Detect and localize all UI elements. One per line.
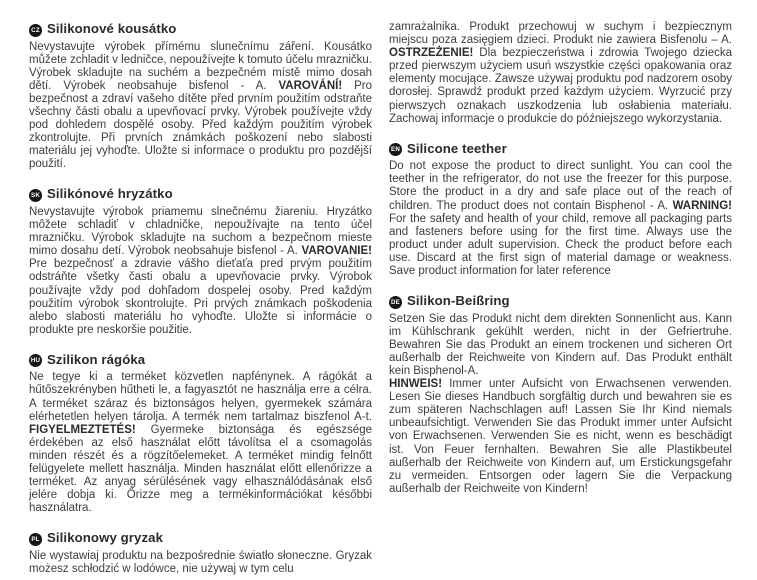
body-paragraph [29, 206, 372, 337]
body-paragraph [389, 160, 732, 278]
text-run: Ne tegye ki a terméket közvetlen napfénynek. A rágókát a hűtőszekrényben hűtheti le, a fagyasztót ne használja erre a célra. A terméket száraz és biztonságos helyen, gyermekek számára elérhetetlen helyen tárolja. A termék nem tartalmaz biszfenol A-t. [29, 371, 372, 423]
section-pl [29, 530, 372, 576]
text-run: Nevystavujte výrobek přímému slunečnímu záření. Kousátko můžete zchladit v ledničce, nepoužívejte k tomuto účelu mrazničku. Výrobek skladujte na suchém a bezpečném místě mimo dosah dětí. Výrobek neobsahuje bisfenol - A. [29, 40, 372, 92]
body-paragraph [389, 378, 732, 496]
body-paragraph [29, 550, 372, 576]
right-column [389, 21, 732, 564]
language-badge-hu: HU [29, 354, 42, 367]
section-title-text: Szilikon rágóka [47, 351, 146, 367]
text-run: Setzen Sie das Produkt nicht dem direkten Sonnenlicht aus. Kann im Kühlschrank gekühlt werden, nicht in der Gefriertruhe. Bewahren Sie das Produkt an einem trockenen und sicheren Ort außerhalb der Reichweite von Kindern auf. Das Produkt enthält kein Bisphenol-A. [389, 312, 732, 377]
section-title-de [389, 293, 732, 309]
language-badge-pl: PL [29, 533, 42, 546]
warning-keyword: HINWEIS! [389, 378, 443, 391]
body-paragraph [389, 313, 732, 378]
section-en [389, 141, 732, 278]
section-title-text: Silikonové kousátko [47, 21, 177, 36]
section-sk [29, 186, 372, 336]
section-cz [29, 21, 372, 171]
text-run: Gyermeke biztonsága és egészsége érdekében az első használat előtt távolítsa el a csomagolás minden részét és a rögzítőelemeket. A terméket mindig felnőtt felügyelete mellett használja. Minden használat előtt ellenőrizze a terméket. Az anyag sérülésének vagy elhasználódásának első jelére dobja ki. Őrizze meg a termékinformációkat későbbi használatra. [29, 423, 372, 515]
body-paragraph [29, 371, 372, 515]
warning-keyword: WARNING! [672, 199, 732, 212]
section-de [389, 293, 732, 496]
warning-keyword: VAROVANIE! [301, 245, 372, 258]
text-run: Pre bezpečnosť a zdravie vášho dieťaťa pred prvým použitím odstráňte všetky časti obalu a upevňovacie prvky. Výrobok používajte vždy pod dohľadom dospelej osoby. Pred každým použitím výrobok skontrolujte. Pri prvých známkach poškodenia alebo slabosti materiálu ho vyhoďte. Uložte si informácie o produkte pre neskoršie použitie. [29, 258, 372, 336]
body-paragraph [389, 21, 732, 126]
text-run: Dla bezpieczeństwa i zdrowia Twojego dziecka przed pierwszym użyciem usuń wszystkie części opakowania oraz elementy mocujące. Zawsze używaj produktu pod nadzorem osoby dorosłej. Sprawdź produkt przed każdym użyciem. Wyrzucić przy pierwszych oznakach uszkodzenia lub osłabienia materiału. Zachowaj informacje o produkcie do późniejszego wykorzystania. [389, 47, 732, 125]
language-badge-sk: SK [29, 189, 42, 202]
section-title-text: Silikónové hryzátko [47, 186, 173, 202]
warning-keyword: OSTRZEŻENIE! [389, 47, 474, 60]
section-title-pl [29, 530, 372, 546]
text-run: Pro bezpečnost a zdraví vašeho dítěte před prvním použitím odstraňte všechny části obalu a upevňovací prvky. Výrobek používejte vždy pod dohledem dospělé osoby. Před každým použitím výrobek zkontrolujte. Při prvních známkách poškození nebo slabosti materiálu jej vyhoďte. Uložte si informace o produktu pro pozdější použití. [29, 79, 373, 171]
section-title-text: Silicone teether [407, 140, 507, 156]
section-pl_cont [389, 21, 732, 126]
text-run: Immer unter Aufsicht von Erwachsenen verwenden. Lesen Sie dieses Handbuch sorgfältig durch und bewahren sie es zum späteren Nachschlagen auf! Lassen Sie Ihr Kind niemals unbeaufsichtigt. Verwenden Sie das Produkt immer unter Aufsicht von Erwachsenen. Verwenden Sie es nicht, wenn es beschädigt ist. Von Feuer fernhalten. Bewahren Sie alle Plastikbeutel außerhalb der Reichweite von Kindern auf, um Erstickungsgefahr zu vermeiden. Entsorgen oder lagern Sie die Verpackung außerhalb der Reichweite von Kindern! [389, 378, 732, 495]
section-title-hu [29, 352, 372, 368]
language-badge-de: DE [389, 296, 402, 309]
section-title-en [389, 141, 732, 157]
text-run: Nevystavujte výrobok priamemu slnečnému žiareniu. Hryzátko môžete schladiť v chladničke, nepoužívajte na tento účel mrazničku. Výrobok skladujte na suchom a bezpečnom mieste mimo dosahu detí. Výrobok neobsahuje bisfenol - A. [29, 205, 372, 258]
section-title-cz [29, 21, 372, 37]
section-hu [29, 352, 372, 516]
section-title-sk [29, 186, 372, 202]
section-title-text: Silikonowy gryzak [47, 530, 164, 546]
warning-keyword: VAROVÁNÍ! [278, 79, 343, 92]
language-badge-cz: CZ [29, 24, 42, 37]
warning-keyword: FIGYELMEZTETÉS! [29, 423, 136, 436]
text-run: For the safety and health of your child, remove all packaging parts and fasteners before using for the first time. Always use the product under adult supervision. Check the product before each use. Discard at the first sign of material damage or weakness. Save product information for later reference [389, 212, 732, 277]
text-run: Do not expose the product to direct sunlight. You can cool the teether in the refrigerator, do not use the freezer for this purpose. Store the product in a dry and safe place out of the reach of children. The product does not contain Bisphenol - A. [389, 160, 732, 212]
text-run: zamrażalnika. Produkt przechowuj w suchym i bezpiecznym miejscu poza zasięgiem dzieci. Produkt nie zawiera Bisfenolu – A. [389, 21, 732, 47]
left-column [29, 21, 373, 575]
section-title-text: Silikon-Beißring [407, 293, 510, 309]
text-run: Nie wystawiaj produktu na bezpośrednie światło słoneczne. Gryzak możesz schłodzić w lodówce, nie używaj w tym celu [29, 549, 372, 575]
body-paragraph [29, 41, 372, 172]
language-badge-en: EN [389, 143, 402, 156]
